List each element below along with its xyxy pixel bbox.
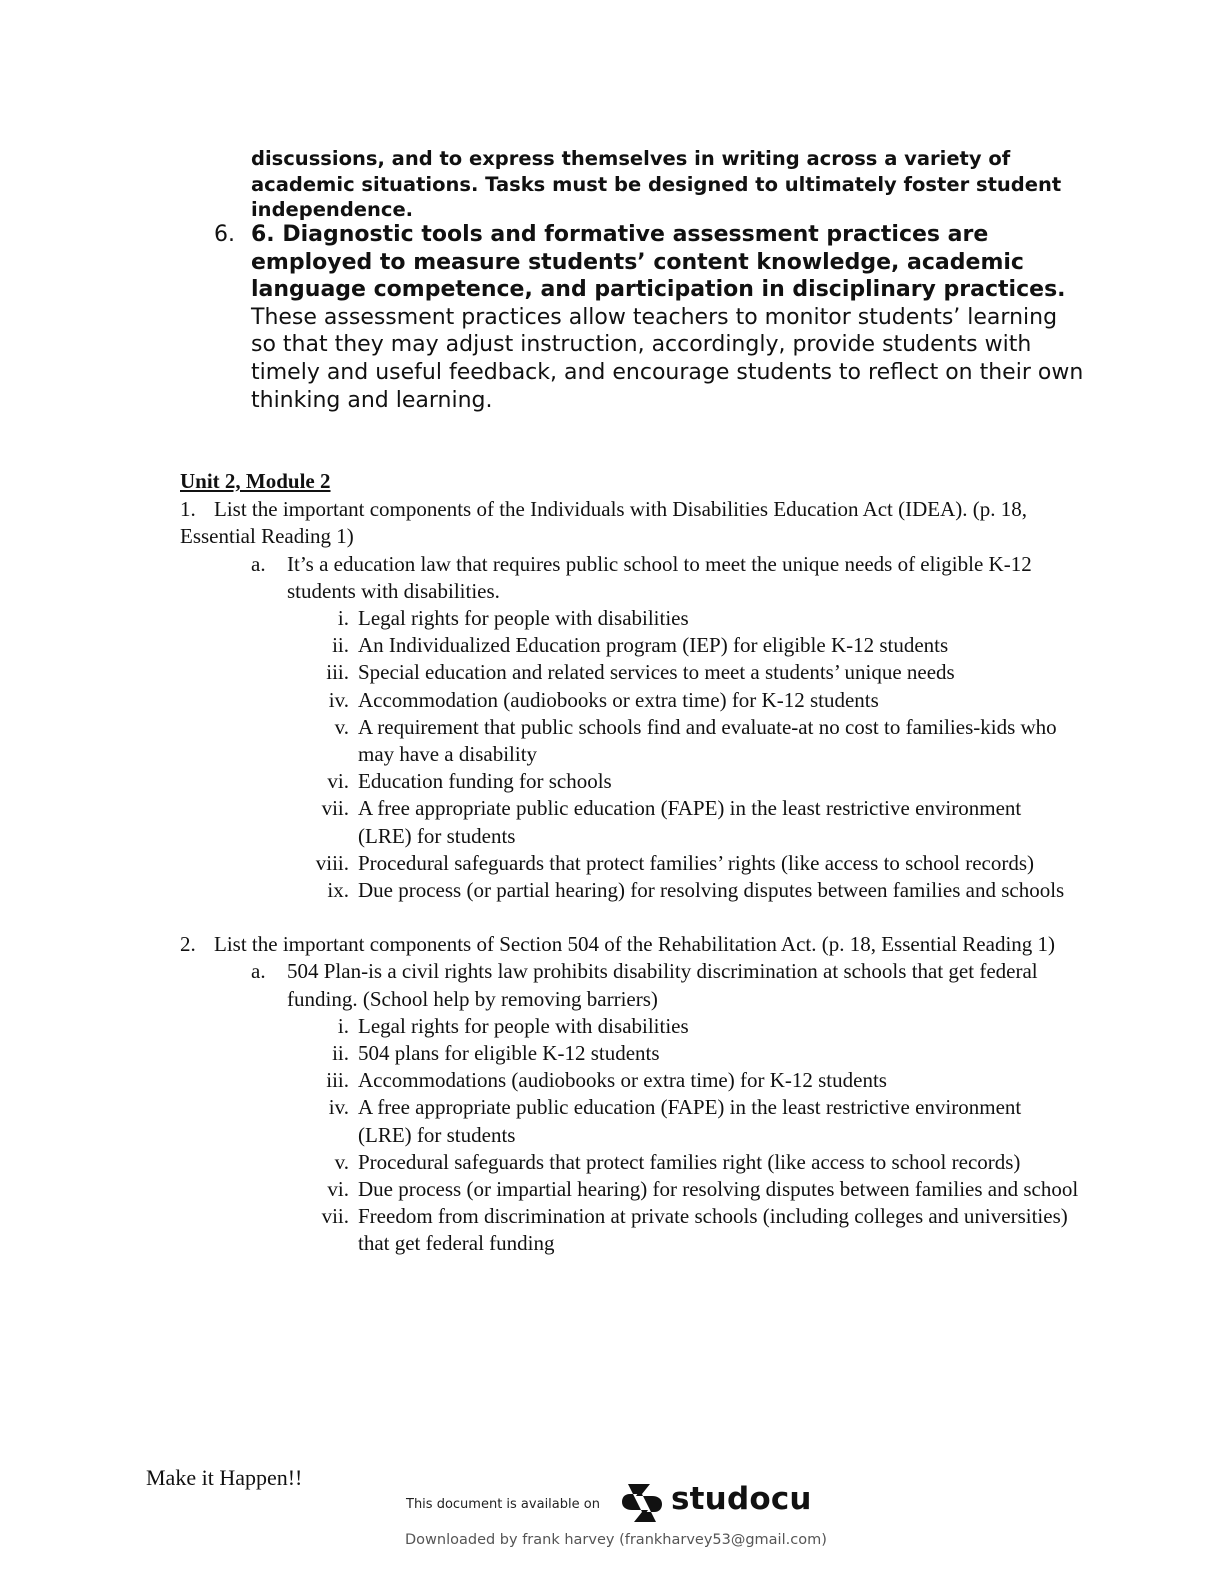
roman-numeral: iii. [326, 1068, 349, 1093]
list-item [321, 795, 1080, 849]
list-item-text: Freedom from discrimination at private schools (including colleges and universities) that get federal funding [358, 1204, 1068, 1256]
list-item-text: Special education and related services to meet a students’ unique needs [358, 660, 955, 685]
list-item-text: Legal rights for people with disabilities [358, 1013, 689, 1038]
roman-numeral: iii. [326, 660, 349, 685]
item-body [251, 221, 1084, 414]
question-text: List the important components of the Individuals with Disabilities Education Act (IDEA). (p. 18, Essential Reading 1) [180, 497, 1028, 549]
list-item [332, 632, 1080, 659]
studocu-brand[interactable]: studocu [671, 1481, 812, 1517]
list-item [326, 659, 1080, 686]
list-item [327, 1176, 1080, 1203]
list-item [328, 687, 1080, 714]
answer-letter: a. [251, 551, 266, 576]
item-rest: These assessment practices allow teachers to monitor students’ learning so that they may adjust instruction, accordingly, provide students with timely and useful feedback, and encourage students to reflect on their own thinking and learning. [251, 304, 1084, 413]
list-item [337, 605, 1080, 632]
list-item-text: Procedural safeguards that protect families’ rights (like access to school records) [358, 850, 1035, 875]
list-item-text: A free appropriate public education (FAPE) in the least restrictive environment (LRE) for students [358, 796, 1022, 848]
list-item-text: An Individualized Education program (IEP) for eligible K-12 students [358, 633, 949, 658]
list-item-text: Education funding for schools [358, 769, 612, 794]
answer-text: 504 Plan-is a civil rights law prohibits disability discrimination at schools that get federal funding. (School help by removing barriers) [287, 959, 1038, 1011]
list-item [328, 1094, 1080, 1148]
question-text: List the important components of Section 504 of the Rehabilitation Act. (p. 18, Essential Reading 1) [214, 932, 1056, 957]
studocu-logo-icon[interactable] [620, 1480, 664, 1531]
download-attribution: Downloaded by frank harvey (frankharvey53@gmail.com) [405, 1532, 827, 1548]
component-list [315, 605, 1080, 904]
question-2 [180, 931, 1080, 958]
roman-numeral: ii. [332, 1041, 349, 1066]
list-item [315, 850, 1080, 877]
answer-letter: a. [251, 959, 266, 984]
answer-text: It’s a education law that requires public school to meet the unique needs of eligible K-12 students with disabilities. [287, 551, 1032, 603]
list-item-text: Due process (or impartial hearing) for resolving disputes between families and school [358, 1177, 1079, 1202]
question-1 [180, 496, 1080, 550]
component-list [321, 1013, 1080, 1258]
roman-numeral: iv. [328, 687, 349, 712]
answer-a [251, 958, 1080, 1012]
list-item-text: Legal rights for people with disabilities [358, 606, 689, 631]
availability-note: This document is available on [406, 1497, 600, 1512]
list-item [332, 1040, 1080, 1067]
list-item-text: 504 plans for eligible K-12 students [358, 1041, 660, 1066]
item-lead-bold: 6. Diagnostic tools and formative assessment practices are employed to measure students’ content knowledge, academic language competence, and participation in disciplinary practices. [251, 222, 1066, 303]
roman-numeral: ix. [327, 878, 349, 903]
module-section [180, 468, 1080, 1258]
list-item-text: A free appropriate public education (FAPE) in the least restrictive environment (LRE) for students [358, 1095, 1022, 1147]
roman-numeral: v. [334, 714, 349, 739]
roman-numeral: i. [337, 606, 349, 631]
list-item [327, 768, 1080, 795]
roman-numeral: vii. [321, 1204, 349, 1229]
list-item [337, 1013, 1080, 1040]
list-item [326, 1067, 1080, 1094]
list-item [334, 714, 1080, 768]
list-item-text: Accommodations (audiobooks or extra time) for K-12 students [358, 1068, 887, 1093]
list-item-6 [214, 221, 1084, 414]
answer-a [251, 551, 1080, 605]
question-number: 1. [180, 497, 196, 522]
list-item [327, 877, 1080, 904]
list-item [334, 1149, 1080, 1176]
continuation-paragraph: discussions, and to express themselves in writing across a variety of academic situations. Tasks must be designed to ultimately foster student independence. [251, 147, 1062, 221]
roman-numeral: i. [337, 1013, 349, 1038]
item-number: 6. [214, 222, 235, 247]
tagline: Make it Happen!! [146, 1465, 303, 1490]
roman-numeral: v. [334, 1149, 349, 1174]
roman-numeral: vi. [327, 1177, 349, 1202]
list-item-text: A requirement that public schools find and evaluate-at no cost to families-kids who may have a disability [358, 714, 1057, 767]
list-item [321, 1203, 1080, 1257]
section-title: Unit 2, Module 2 [180, 469, 331, 493]
list-item-text: Due process (or partial hearing) for resolving disputes between families and schools [358, 878, 1065, 903]
roman-numeral: vii. [321, 796, 349, 821]
list-item-text: Procedural safeguards that protect families right (like access to school records) [358, 1149, 1021, 1174]
list-item-text: Accommodation (audiobooks or extra time) for K-12 students [358, 687, 879, 712]
roman-numeral: ii. [332, 633, 349, 658]
roman-numeral: vi. [327, 769, 349, 794]
roman-numeral: iv. [328, 1095, 349, 1120]
roman-numeral: viii. [315, 850, 349, 875]
question-number: 2. [180, 932, 196, 957]
